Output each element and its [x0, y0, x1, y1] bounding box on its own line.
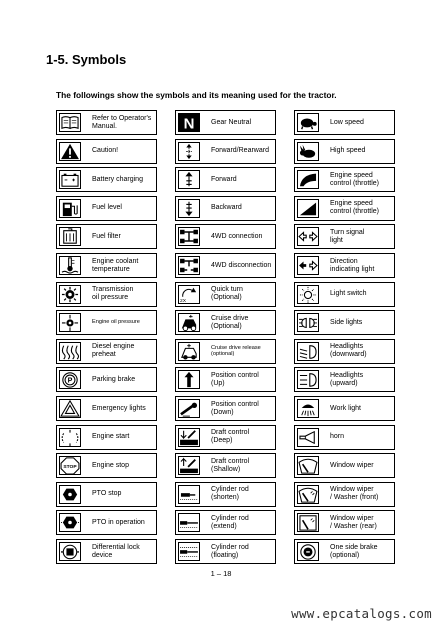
- symbol-label: Headlights (downward): [330, 343, 367, 359]
- symbol-cell: [294, 167, 395, 192]
- emergency-lights-icon: [59, 399, 81, 418]
- differential-lock-icon: [59, 542, 81, 561]
- symbol-label: Quick turn (Optional): [211, 286, 243, 302]
- symbol-cell: [294, 224, 395, 249]
- symbol-label: Position control (Up): [211, 371, 259, 387]
- symbol-cell: [175, 310, 276, 335]
- symbol-label: horn: [330, 433, 345, 441]
- symbol-label: Window wiper / Washer (front): [330, 486, 379, 502]
- symbol-cell: [56, 396, 157, 421]
- page-number: 1 – 18: [210, 569, 232, 578]
- symbol-row: [56, 453, 395, 478]
- turtle-icon: [297, 113, 319, 132]
- pto-operation-icon: [59, 513, 81, 532]
- symbol-label: Differential lock device: [92, 543, 140, 559]
- symbol-label: Light switch: [330, 290, 367, 298]
- symbol-cell: [175, 139, 276, 164]
- position-control-down-icon: [178, 399, 200, 418]
- cylinder-rod-floating-icon: [178, 542, 200, 561]
- symbol-label: Direction indicating light: [330, 257, 375, 273]
- symbol-row: [56, 282, 395, 307]
- symbol-cell: [56, 453, 157, 478]
- headlights-upward-icon: [297, 370, 319, 389]
- transmission-oil-pressure-icon: [59, 285, 81, 304]
- cruise-drive-release-icon: [178, 342, 200, 361]
- rabbit-icon: [297, 142, 319, 161]
- backward-arrow-icon: [178, 199, 200, 218]
- symbol-cell: [294, 110, 395, 135]
- throttle-wedge-icon: [297, 199, 319, 218]
- watermark: www.epcatalogs.com: [291, 606, 432, 621]
- symbol-label: Forward: [211, 175, 237, 183]
- symbol-label: Cruise drive (Optional): [211, 314, 249, 330]
- symbol-cell: [175, 110, 276, 135]
- position-control-up-icon: [178, 370, 200, 389]
- symbol-row: [56, 253, 395, 278]
- symbol-cell: [175, 253, 276, 278]
- fuel-pump-icon: [59, 199, 81, 218]
- diesel-preheat-icon: [59, 342, 81, 361]
- symbol-label: 4WD disconnection: [211, 261, 272, 269]
- symbol-label: Engine oil pressure: [92, 319, 140, 326]
- symbol-cell: [175, 282, 276, 307]
- symbol-cell: [56, 224, 157, 249]
- symbol-cell: [56, 339, 157, 364]
- draft-control-shallow-icon: [178, 456, 200, 475]
- symbol-label: Backward: [211, 204, 242, 212]
- work-light-icon: [297, 399, 319, 418]
- symbol-label: 4WD connection: [211, 232, 263, 240]
- symbol-label: PTO in operation: [92, 518, 145, 526]
- symbol-cell: [56, 282, 157, 307]
- symbol-cell: [294, 282, 395, 307]
- cylinder-rod-extend-icon: [178, 513, 200, 532]
- symbol-cell: [175, 482, 276, 507]
- symbol-cell: [56, 139, 157, 164]
- neutral-n-icon: [178, 113, 200, 132]
- headlights-downward-icon: [297, 342, 319, 361]
- symbol-label: Forward/Rearward: [211, 147, 269, 155]
- svg-text:N: N: [183, 115, 195, 132]
- symbol-label: Engine start: [92, 433, 130, 441]
- parking-brake-icon: [59, 370, 81, 389]
- forward-rearward-arrows-icon: [178, 142, 200, 161]
- cruise-drive-icon: [178, 313, 200, 332]
- fuel-filter-icon: [59, 227, 81, 246]
- engine-oil-pressure-icon: [59, 313, 81, 332]
- coolant-temperature-icon: [59, 256, 81, 275]
- symbol-cell: [294, 453, 395, 478]
- engine-stop-icon: [59, 456, 81, 475]
- forward-arrow-icon: [178, 170, 200, 189]
- light-switch-icon: [297, 285, 319, 304]
- symbol-row: [56, 396, 395, 421]
- symbol-cell: [56, 367, 157, 392]
- symbol-label: Engine speed control (throttle): [330, 171, 380, 187]
- symbol-label: Window wiper / Washer (rear): [330, 514, 377, 530]
- page-title: 1-5. Symbols: [46, 52, 127, 67]
- symbol-label: Fuel filter: [92, 232, 121, 240]
- symbol-cell: [56, 167, 157, 192]
- symbol-label: Position control (Down): [211, 400, 259, 416]
- symbol-label: Parking brake: [92, 375, 136, 383]
- symbol-cell: [56, 110, 157, 135]
- wiper-washer-front-icon: [297, 485, 319, 504]
- side-lights-icon: [297, 313, 319, 332]
- symbol-cell: [294, 425, 395, 450]
- symbol-row: [56, 224, 395, 249]
- symbol-cell: [56, 196, 157, 221]
- symbol-row: [56, 139, 395, 164]
- symbol-row: [56, 110, 395, 135]
- engine-speed-throttle-icon: [297, 170, 319, 189]
- cylinder-rod-shorten-icon: [178, 485, 200, 504]
- svg-text:2X: 2X: [180, 298, 187, 303]
- symbol-cell: [56, 253, 157, 278]
- symbol-row: [56, 425, 395, 450]
- horn-icon: [297, 428, 319, 447]
- symbol-cell: [294, 482, 395, 507]
- symbol-cell: [294, 367, 395, 392]
- symbol-cell: [294, 139, 395, 164]
- symbol-row: [56, 482, 395, 507]
- symbol-label: Engine stop: [92, 461, 129, 469]
- symbol-cell: [175, 396, 276, 421]
- battery-icon: [59, 170, 81, 189]
- symbol-row: [56, 539, 395, 564]
- svg-text:P: P: [67, 377, 73, 386]
- symbol-label: Diesel engine preheat: [92, 343, 135, 359]
- symbol-label: Cruise drive release (optional): [211, 344, 261, 358]
- symbol-label: High speed: [330, 147, 366, 155]
- turn-signal-icon: [297, 227, 319, 246]
- engine-start-icon: [59, 428, 81, 447]
- wiper-washer-rear-icon: [297, 513, 319, 532]
- symbol-cell: [294, 310, 395, 335]
- symbol-label: Turn signal light: [330, 228, 365, 244]
- symbol-row: [56, 167, 395, 192]
- symbol-cell: [294, 396, 395, 421]
- four-wd-connection-icon: [178, 227, 200, 246]
- symbol-cell: [175, 539, 276, 564]
- symbol-cell: [294, 539, 395, 564]
- symbol-label: Cylinder rod (floating): [211, 543, 249, 559]
- symbol-label: Fuel level: [92, 204, 122, 212]
- symbol-cell: [56, 539, 157, 564]
- symbol-row: [56, 510, 395, 535]
- symbol-label: Battery charging: [92, 175, 143, 183]
- symbol-label: PTO stop: [92, 490, 122, 498]
- symbol-label: Draft control (Shallow): [211, 457, 250, 473]
- quick-turn-icon: [178, 285, 200, 304]
- symbol-cell: [175, 510, 276, 535]
- symbol-cell: [175, 453, 276, 478]
- symbol-label: Draft control (Deep): [211, 429, 250, 445]
- symbol-cell: [175, 224, 276, 249]
- symbol-label: Refer to Operator's Manual.: [92, 114, 152, 130]
- symbol-cell: [294, 510, 395, 535]
- draft-control-deep-icon: [178, 428, 200, 447]
- symbol-label: Caution!: [92, 147, 119, 155]
- symbol-label: Cylinder rod (shorten): [211, 486, 249, 502]
- symbol-cell: [175, 196, 276, 221]
- symbol-label: One side brake (optional): [330, 543, 378, 559]
- symbol-cell: [294, 196, 395, 221]
- symbol-row: [56, 367, 395, 392]
- symbol-label: Work light: [330, 404, 361, 412]
- symbol-cell: [175, 339, 276, 364]
- caution-triangle-icon: [59, 142, 81, 161]
- symbol-label: Gear Neutral: [211, 118, 252, 126]
- direction-indicating-light-icon: [297, 256, 319, 275]
- symbol-cell: [175, 367, 276, 392]
- intro-text: The followings show the symbols and its meaning used for the tractor.: [56, 90, 337, 100]
- symbols-table: [56, 110, 395, 566]
- operators-manual-book-icon: [59, 113, 81, 132]
- symbol-label: Side lights: [330, 318, 363, 326]
- symbol-row: [56, 310, 395, 335]
- symbol-label: Emergency lights: [92, 404, 146, 412]
- symbol-label: Engine coolant temperature: [92, 257, 139, 273]
- symbol-cell: [56, 510, 157, 535]
- symbol-cell: [294, 253, 395, 278]
- symbol-cell: [56, 425, 157, 450]
- symbol-label: Engine speed control (throttle): [330, 200, 380, 216]
- symbol-cell: [294, 339, 395, 364]
- symbol-label: Transmission oil pressure: [92, 286, 134, 302]
- svg-text:STOP: STOP: [63, 465, 77, 471]
- symbol-label: Headlights (upward): [330, 371, 364, 387]
- symbol-row: [56, 196, 395, 221]
- four-wd-disconnection-icon: [178, 256, 200, 275]
- symbol-label: Cylinder rod (extend): [211, 514, 249, 530]
- symbol-cell: [175, 167, 276, 192]
- symbol-cell: [175, 425, 276, 450]
- symbol-row: [56, 339, 395, 364]
- window-wiper-icon: [297, 456, 319, 475]
- symbol-cell: [56, 482, 157, 507]
- symbol-label: Low speed: [330, 118, 364, 126]
- pto-stop-icon: [59, 485, 81, 504]
- one-side-brake-icon: [297, 542, 319, 561]
- symbol-label: Window wiper: [330, 461, 374, 469]
- symbol-cell: [56, 310, 157, 335]
